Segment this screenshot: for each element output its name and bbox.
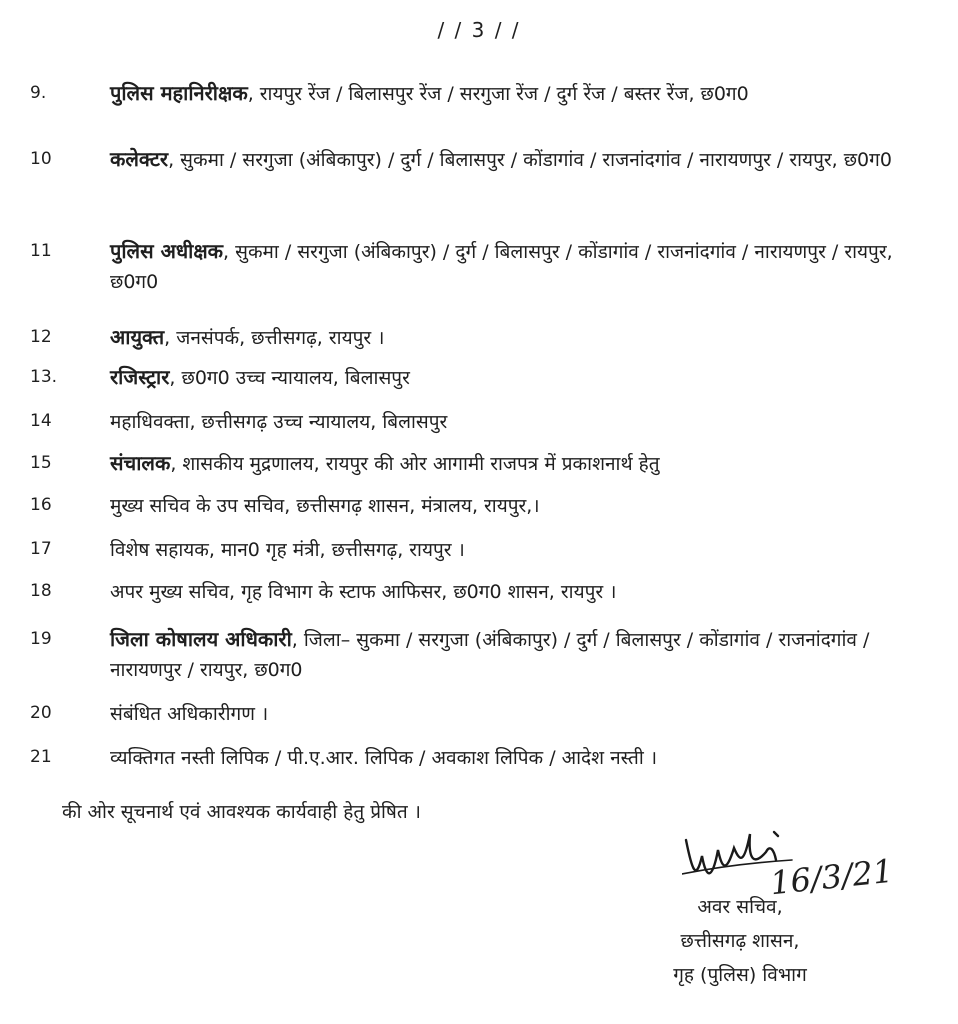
signature-date: 16/3/21 <box>768 851 896 903</box>
item-detail: , सुकमा / सरगुजा (अंबिकापुर) / दुर्ग / बिलासपुर / कोंडागांव / राजनांदगांव / नारायणपुर / रायपुर, छ0ग0 <box>168 149 892 171</box>
page-number: / / 3 / / <box>437 18 521 42</box>
item-number: 19 <box>30 629 52 649</box>
list-item <box>30 448 910 490</box>
item-number: 21 <box>30 747 52 767</box>
list-item <box>30 322 910 362</box>
item-detail: अपर मुख्य सचिव, गृह विभाग के स्टाफ आफिसर, छ0ग0 शासन, रायपुर । <box>110 581 617 603</box>
item-number: 14 <box>30 411 52 431</box>
item-number: 9. <box>30 83 47 103</box>
item-detail: महाधिवक्ता, छत्तीसगढ़ उच्च न्यायालय, बिलासपुर <box>110 411 448 433</box>
signatory-block <box>640 890 840 992</box>
item-detail: , रायपुर रेंज / बिलासपुर रेंज / सरगुजा रेंज / दुर्ग रेंज / बस्तर रेंज, छ0ग0 <box>247 83 749 105</box>
item-detail: , जिला– सुकमा / सरगुजा (अंबिकापुर) / दुर्ग / बिलासपुर / कोंडागांव / राजनांदगांव / नारायणपुर / रायपुर, छ0ग0 <box>110 629 870 681</box>
item-detail: संबंधित अधिकारीगण । <box>110 703 269 725</box>
item-text <box>110 490 910 521</box>
list-item <box>30 236 910 322</box>
signatory-designation: अवर सचिव, <box>697 896 783 918</box>
list-item <box>30 576 910 624</box>
item-title: पुलिस अधीक्षक <box>110 239 224 263</box>
item-detail: , जनसंपर्क, छत्तीसगढ़, रायपुर । <box>164 327 385 349</box>
distribution-list <box>30 78 910 782</box>
item-text <box>110 448 910 479</box>
closing-line: की ओर सूचनार्थ एवं आवश्यक कार्यवाही हेतु प्रेषित । <box>62 801 421 823</box>
list-item <box>30 742 910 782</box>
item-number: 15 <box>30 453 52 473</box>
item-number: 13. <box>30 367 58 387</box>
list-item <box>30 698 910 742</box>
list-item <box>30 78 910 144</box>
item-number: 20 <box>30 703 52 723</box>
item-number: 18 <box>30 581 52 601</box>
item-number: 11 <box>30 241 52 261</box>
item-text <box>110 698 910 729</box>
item-title: रजिस्ट्रार <box>110 365 170 389</box>
item-number: 17 <box>30 539 52 559</box>
item-text <box>110 742 910 773</box>
item-text <box>110 534 910 565</box>
item-detail: मुख्य सचिव के उप सचिव, छत्तीसगढ़ शासन, मंत्रालय, रायपुर,। <box>110 495 540 517</box>
list-item <box>30 490 910 534</box>
item-detail: विशेष सहायक, मान0 गृह मंत्री, छत्तीसगढ़, रायपुर । <box>110 539 465 561</box>
signatory-department: गृह (पुलिस) विभाग <box>673 964 807 986</box>
item-text <box>110 322 910 353</box>
list-item <box>30 624 910 698</box>
item-detail: व्यक्तिगत नस्ती लिपिक / पी.ए.आर. लिपिक / अवकाश लिपिक / आदेश नस्ती । <box>110 747 658 769</box>
item-title: कलेक्टर <box>110 147 169 171</box>
item-text <box>110 576 910 607</box>
list-item <box>30 362 910 406</box>
item-number: 16 <box>30 495 52 515</box>
list-item <box>30 406 910 448</box>
signatory-government: छत्तीसगढ़ शासन, <box>680 930 800 952</box>
item-number: 12 <box>30 327 52 347</box>
item-text <box>110 236 910 297</box>
item-detail: , सुकमा / सरगुजा (अंबिकापुर) / दुर्ग / बिलासपुर / कोंडागांव / राजनांदगांव / नारायणपुर / रायपुर, छ0ग0 <box>110 241 893 293</box>
item-detail: , शासकीय मुद्रणालय, रायपुर की ओर आगामी राजपत्र में प्रकाशनार्थ हेतु <box>170 453 660 475</box>
item-text <box>110 144 910 175</box>
list-item <box>30 534 910 576</box>
item-title: आयुक्त <box>110 325 165 349</box>
item-text <box>110 406 910 437</box>
item-detail: , छ0ग0 उच्च न्यायालय, बिलासपुर <box>169 367 410 389</box>
item-title: पुलिस महानिरीक्षक <box>110 81 248 105</box>
item-text <box>110 78 910 109</box>
item-text <box>110 624 910 685</box>
item-title: जिला कोषालय अधिकारी <box>110 627 292 651</box>
item-text <box>110 362 910 393</box>
list-item <box>30 144 910 236</box>
item-title: संचालक <box>110 451 171 475</box>
item-number: 10 <box>30 149 52 169</box>
